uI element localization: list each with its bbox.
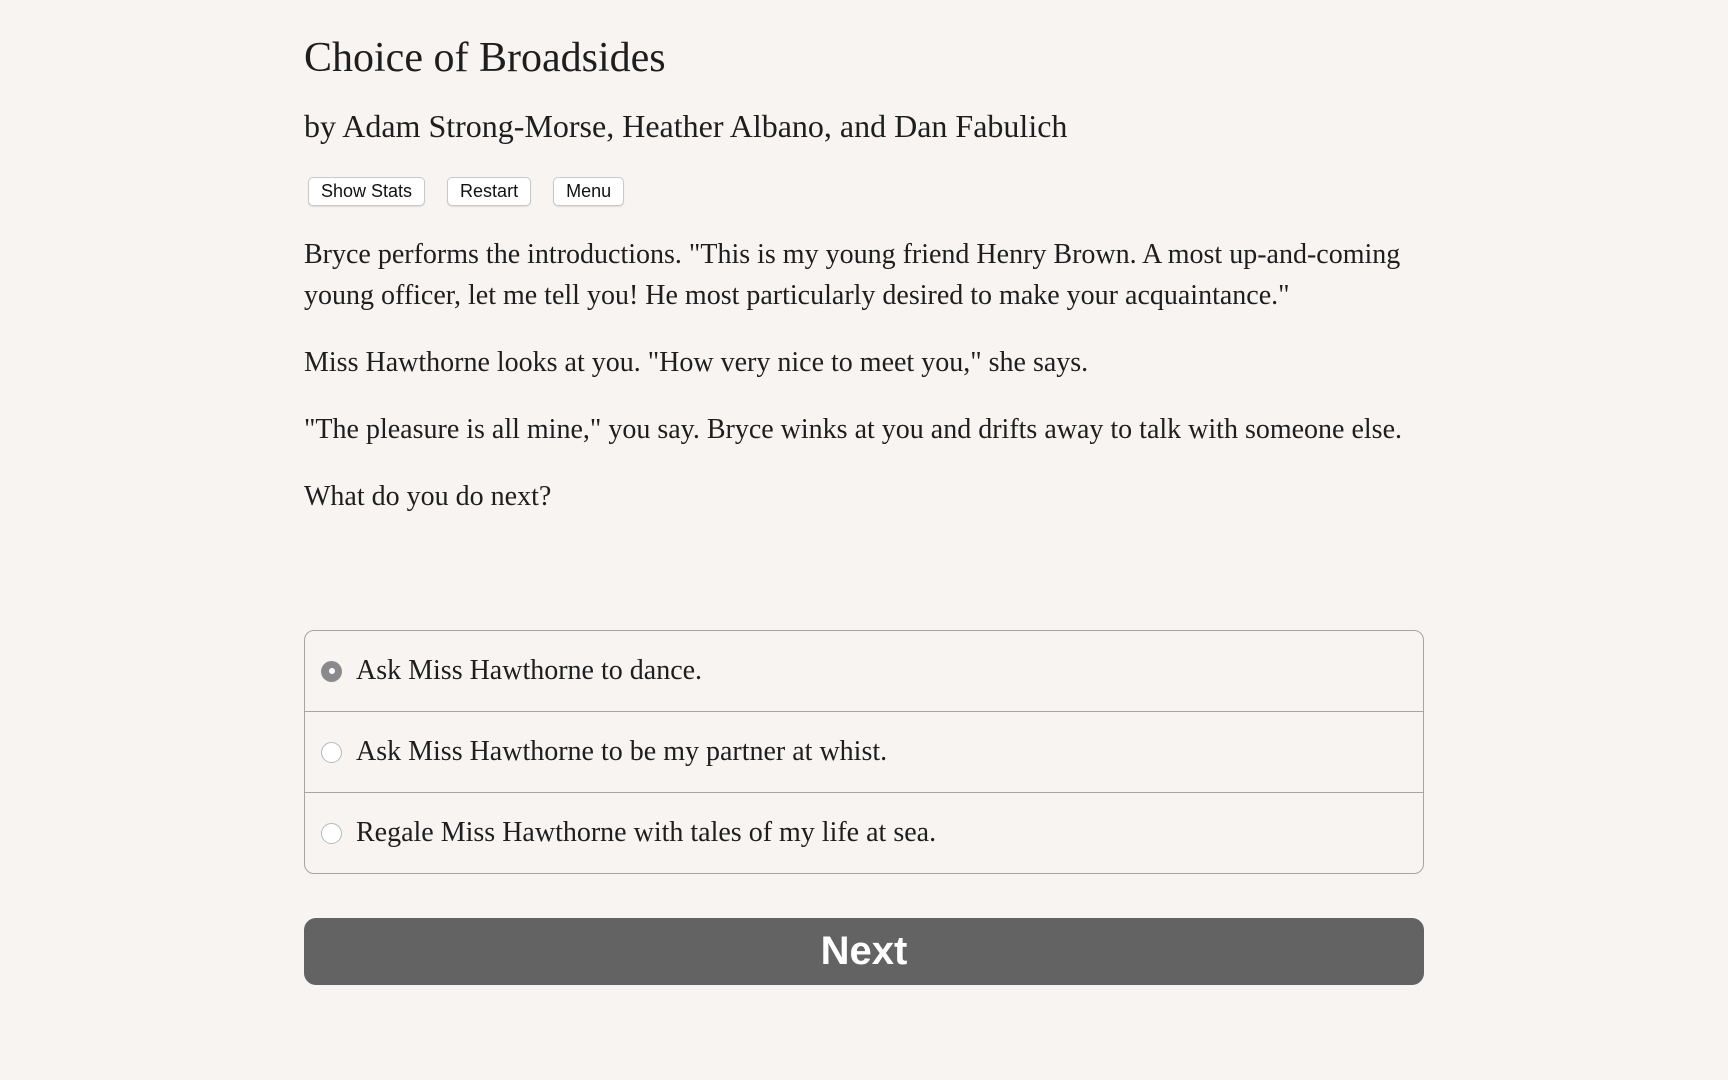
next-button[interactable]: Next [304,918,1424,985]
story-paragraph: Bryce performs the introductions. "This is my young friend Henry Brown. A most up-and-coming young officer, let me tell you! He most particularly desired to make your acquaintance." [304,239,1401,311]
choice-option[interactable] [305,631,1423,711]
story-paragraph: Miss Hawthorne looks at you. "How very nice to meet you," she says. [304,347,1089,378]
choice-option[interactable] [305,792,1423,873]
show-stats-button[interactable]: Show Stats [308,177,425,206]
radio-selected-icon[interactable] [321,661,342,682]
radio-icon[interactable] [321,742,342,763]
choice-label: Ask Miss Hawthorne to dance. [356,655,703,686]
choice-label: Ask Miss Hawthorne to be my partner at whist. [356,736,888,767]
byline: by Adam Strong-Morse, Heather Albano, and Dan Fabulich [304,108,1068,144]
restart-button[interactable]: Restart [447,177,531,206]
choice-option[interactable] [305,711,1423,792]
prompt: What do you do next? [304,481,552,512]
story-paragraph: "The pleasure is all mine," you say. Bryce winks at you and drifts away to talk with someone else. [304,414,1403,445]
toolbar [308,177,624,206]
game-title: Choice of Broadsides [304,35,666,81]
story-text [304,234,1424,543]
radio-icon[interactable] [321,823,342,844]
choice-list [304,630,1424,874]
choice-label: Regale Miss Hawthorne with tales of my life at sea. [356,817,937,848]
menu-button[interactable]: Menu [553,177,624,206]
